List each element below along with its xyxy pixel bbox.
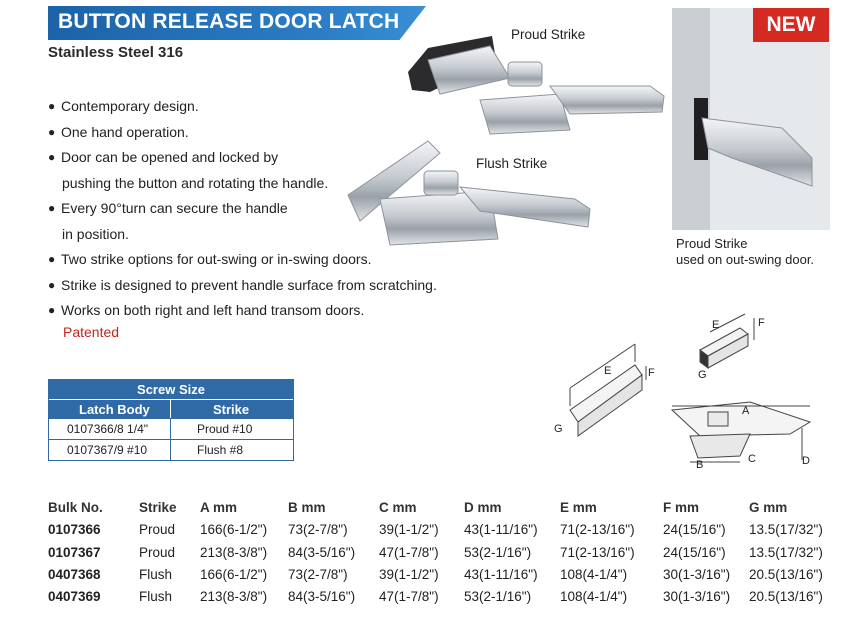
dim-label-a: A <box>742 405 750 417</box>
feature-item-continued: in position. <box>62 225 129 242</box>
screw-table-row: 0107367/9 #10 Flush #8 <box>49 439 293 460</box>
dim-label-b: B <box>696 459 704 471</box>
photo-caption: Proud Strike used on out-swing door. <box>676 236 815 267</box>
dim-label-e: E <box>604 365 612 377</box>
flush-strike-label: Flush Strike <box>476 156 548 171</box>
dimension-diagram <box>540 310 840 480</box>
proud-strike-label: Proud Strike <box>511 27 586 42</box>
screw-table-row: 0107366/8 1/4" Proud #10 <box>49 418 293 439</box>
feature-item: ● One hand operation. <box>48 123 189 140</box>
dim-label-e: E <box>712 319 720 331</box>
flush-strike-latch-image <box>340 135 600 255</box>
dim-label-f: F <box>758 317 765 329</box>
page-subtitle: Stainless Steel 316 <box>48 44 184 61</box>
dim-label-g: G <box>698 369 707 381</box>
feature-item: ● Door can be opened and locked by <box>48 149 279 165</box>
screw-table-header: Latch Body Strike <box>49 399 293 418</box>
screw-table-title: Screw Size <box>49 380 293 399</box>
new-badge: NEW <box>753 8 829 42</box>
screw-size-table <box>48 379 294 461</box>
feature-item: ● Contemporary design. <box>48 98 199 114</box>
dim-label-c: C <box>748 453 756 465</box>
feature-item: ● Works on both right and left hand transom doors. <box>48 302 365 318</box>
dim-label-g: G <box>554 423 563 435</box>
dim-label-d: D <box>802 455 810 467</box>
feature-item-continued: pushing the button and rotating the handle. <box>62 174 329 191</box>
feature-item: ● Strike is designed to prevent handle surface from scratching. <box>48 276 437 293</box>
patented-note: Patented <box>63 324 120 340</box>
feature-item: ● Every 90°turn can secure the handle <box>48 200 288 216</box>
feature-item: ● Two strike options for out-swing or in-swing doors. <box>48 251 372 267</box>
dim-label-f: F <box>648 367 655 379</box>
page-title: BUTTON RELEASE DOOR LATCH <box>58 10 400 33</box>
